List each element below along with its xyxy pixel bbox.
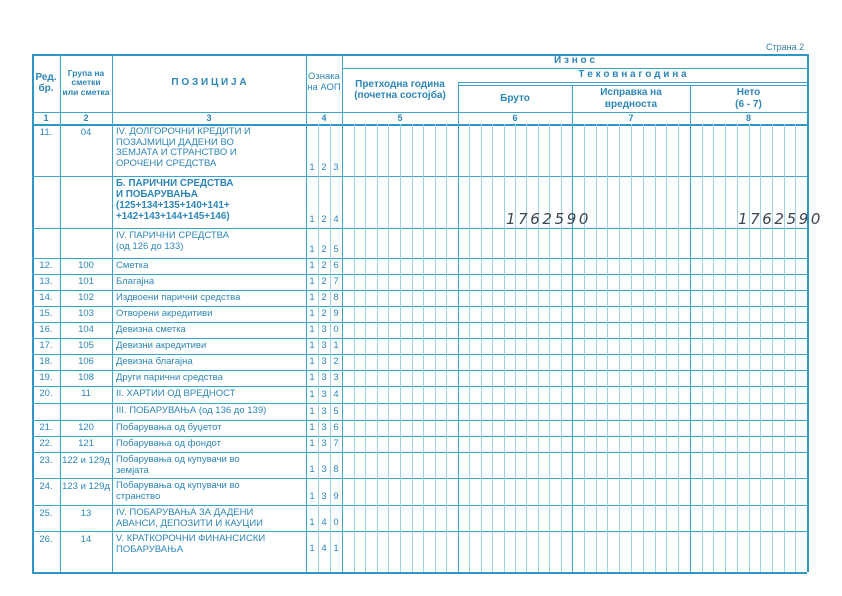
row-account-group: 105: [78, 339, 94, 351]
aop-digit: 3: [321, 389, 327, 400]
amount-grid-line: [423, 124, 424, 572]
aop-digit: 3: [321, 372, 327, 383]
header-neto: Нето (6 - 7): [735, 87, 762, 110]
row-account-group: 102: [78, 291, 94, 303]
amount-grid-line: [607, 124, 608, 572]
row-account-group: 120: [78, 421, 94, 433]
aop-digit: 1: [309, 491, 315, 502]
header-column-number: 6: [512, 112, 518, 123]
row-position-label: IV. ДОЛГОРОЧНИ КРЕДИТИ И ПОЗАЈМИЦИ ДАДЕНИ ВО ЗЕМЈАТА И СТРАНСТВО И ОРОЧЕНИ СРЕДСТВА: [116, 126, 251, 169]
aop-digit: 1: [309, 356, 315, 367]
row-account-group: 14: [80, 533, 92, 545]
amount-grid-line: [481, 124, 482, 572]
amount-grid-line: [655, 124, 656, 572]
frame-right: [807, 54, 809, 572]
column-separator: [342, 54, 343, 572]
header-column-number: 8: [745, 112, 751, 123]
amount-grid-line: [760, 124, 761, 572]
row-separator: [32, 452, 807, 453]
amount-grid-line: [772, 124, 773, 572]
row-number: 12.: [39, 259, 53, 271]
aop-digit: 2: [321, 162, 327, 173]
row-separator: [32, 354, 807, 355]
row-separator: [32, 478, 807, 479]
aop-digit: 3: [321, 324, 327, 335]
aop-digit: 1: [309, 372, 315, 383]
aop-digit: 5: [333, 406, 339, 417]
aop-digit: 1: [309, 464, 315, 475]
amount-grid-line: [749, 124, 750, 572]
row-number: 14.: [39, 291, 53, 303]
aop-digit: 2: [321, 260, 327, 271]
row-separator: [32, 338, 807, 339]
frame-bottom: [32, 572, 807, 574]
amount-grid-line: [737, 124, 738, 572]
aop-digit: 7: [333, 276, 339, 287]
amount-grid-line: [643, 124, 644, 572]
aop-digit: 4: [333, 214, 339, 225]
aop-digit: 1: [309, 292, 315, 303]
aop-digit: 9: [333, 308, 339, 319]
row-separator: [32, 176, 807, 177]
row-account-group: [60, 176, 112, 194]
amount-grid-line: [725, 124, 726, 572]
row-account-group: 108: [78, 371, 94, 383]
row-position-label: Отворени акредитиви: [116, 308, 213, 319]
header-bruto: Бруто: [500, 92, 530, 104]
amount-grid-line: [619, 124, 620, 572]
amount-grid-line: [702, 124, 703, 572]
header-column-number: 7: [628, 112, 634, 123]
header-column-number: 3: [206, 112, 212, 123]
aop-digit: 0: [333, 517, 339, 528]
row-position-label: II. ХАРТИИ ОД ВРЕДНОСТ: [116, 388, 236, 399]
aop-digit: 8: [333, 464, 339, 475]
amount-grid-line: [549, 124, 550, 572]
aop-digit: 1: [309, 260, 315, 271]
row-position-label: Побарувања од купувачи во земјата: [116, 454, 240, 476]
amount-grid-line: [666, 124, 667, 572]
amount-grid-line: [354, 124, 355, 572]
header-pozicija: П О З И Ц И Ј А: [171, 77, 247, 89]
header-column-number: 5: [397, 112, 403, 123]
aop-digit: 3: [321, 406, 327, 417]
row-number: 22.: [39, 437, 53, 449]
row-separator: [32, 290, 807, 291]
row-separator: [32, 420, 807, 421]
header-line-tekovna: [458, 82, 807, 83]
amount-grid-line: [435, 124, 436, 572]
aop-digit: 2: [321, 214, 327, 225]
header-iznos: И з н о с: [554, 55, 595, 67]
row-number: 21.: [39, 421, 53, 433]
row-separator: [32, 258, 807, 259]
header-red-br: Ред. бр.: [35, 71, 57, 94]
row-number: 17.: [39, 339, 53, 351]
amount-grid-line: [713, 124, 714, 572]
aop-digit: 1: [309, 214, 315, 225]
header-column-number: 2: [83, 112, 89, 123]
aop-digit: 4: [333, 389, 339, 400]
header-prethodna: Претходна година (почетна состојба): [354, 78, 446, 101]
aop-digit: 9: [333, 491, 339, 502]
amount-grid-line: [526, 124, 527, 572]
row-account-group: [60, 228, 112, 246]
aop-digit: 1: [309, 276, 315, 287]
row-account-group: 11: [81, 388, 91, 400]
row-number: 20.: [39, 388, 53, 400]
row-position-label: Издвоени парични средства: [116, 292, 241, 303]
row-position-label: IV. ПАРИЧНИ СРЕДСТВА (од 126 до 133): [116, 230, 230, 252]
row-account-group: 122 и 129д: [62, 454, 110, 466]
row-position-label: Побарувања од фондот: [116, 438, 221, 449]
aop-digit: 3: [321, 438, 327, 449]
row-account-group: 13: [80, 507, 92, 519]
aop-digit: 1: [309, 389, 315, 400]
aop-digit: 1: [333, 340, 339, 351]
row-position-label: Побарувања од купувачи во странство: [116, 480, 240, 502]
amount-grid-line: [504, 124, 505, 572]
aop-digit: 7: [333, 438, 339, 449]
amount-grid-line: [631, 124, 632, 572]
column-separator: [572, 85, 573, 572]
aop-digit: 3: [321, 464, 327, 475]
row-account-group: 103: [78, 307, 94, 319]
aop-digit: 1: [309, 517, 315, 528]
amount-grid-line: [795, 124, 796, 572]
row-account-group: 101: [78, 275, 94, 287]
row-separator: [32, 306, 807, 307]
page-number-label: Страна 2: [766, 42, 805, 52]
row-account-group: 123 и 129д: [62, 480, 110, 492]
row-position-label: Б. ПАРИЧНИ СРЕДСТВА И ПОБАРУВАЊА (125+134+135+140+141+ +142+143+144+145+146): [116, 178, 234, 222]
row-number: 24.: [39, 480, 53, 492]
aop-digit: 3: [321, 340, 327, 351]
amount-grid-line: [400, 124, 401, 572]
aop-digit: 6: [333, 260, 339, 271]
amount-grid-line: [492, 124, 493, 572]
amount-grid-line: [584, 124, 585, 572]
aop-digit: 2: [321, 276, 327, 287]
header-grupa: Група на сметки или сметка: [62, 67, 110, 97]
row-separator: [32, 386, 807, 387]
row-account-group: 104: [78, 323, 94, 335]
aop-digit: 3: [321, 422, 327, 433]
amount-grid-line: [469, 124, 470, 572]
aop-digit: 3: [333, 162, 339, 173]
balance-sheet-form: [32, 54, 824, 572]
row-number: [32, 176, 60, 194]
row-position-label: Девизна благајна: [116, 356, 193, 367]
row-number: [32, 228, 60, 246]
row-number: 18.: [39, 355, 53, 367]
row-position-label: IV. ПОБАРУВАЊА ЗА ДАДЕНИ АВАНСИ, ДЕПОЗИТИ И КАУЦИИ: [116, 507, 263, 529]
header-column-number: 1: [43, 112, 49, 123]
row-separator: [32, 436, 807, 437]
column-separator: [458, 82, 459, 572]
aop-digit: 4: [321, 543, 327, 554]
row-number: 23.: [39, 454, 53, 466]
row-separator: [32, 505, 807, 506]
aop-digit: 1: [309, 162, 315, 173]
amount-grid-line: [388, 124, 389, 572]
row-separator: [32, 322, 807, 323]
aop-digit: 1: [309, 324, 315, 335]
row-position-label: Девизна сметка: [116, 324, 186, 335]
row-position-label: Други парични средства: [116, 372, 223, 383]
aop-digit: 1: [309, 543, 315, 554]
row-position-label: Девизни акредитиви: [116, 340, 207, 351]
column-separator: [690, 85, 691, 572]
aop-digit: 4: [321, 517, 327, 528]
aop-digit: 1: [309, 340, 315, 351]
amount-grid-line: [365, 124, 366, 572]
row-position-label: Сметка: [116, 260, 149, 271]
aop-digit: 3: [321, 491, 327, 502]
row-position-label: III. ПОБАРУВАЊА (од 136 до 139): [116, 405, 267, 416]
row-separator: [32, 228, 807, 229]
aop-digit: 8: [333, 292, 339, 303]
amount-grid-line: [678, 124, 679, 572]
header-tekovna: Т е к о в н а г о д и н а: [578, 69, 687, 81]
row-account-group: [60, 403, 112, 420]
amount-grid-line: [784, 124, 785, 572]
amount-grid-line: [412, 124, 413, 572]
row-position-label: V. КРАТКОРОЧНИ ФИНАНСИСКИ ПОБАРУВАЊА: [116, 533, 266, 555]
amount-grid-line: [377, 124, 378, 572]
row-number: 19.: [39, 371, 53, 383]
aop-digit: 6: [333, 422, 339, 433]
aop-digit: 2: [321, 292, 327, 303]
amount-grid-line: [596, 124, 597, 572]
aop-digit: 3: [333, 372, 339, 383]
row-account-group: 100: [78, 259, 94, 271]
header-oznaka: Ознака на АОП: [307, 71, 341, 93]
aop-digit: 2: [321, 244, 327, 255]
row-separator: [32, 531, 807, 532]
row-account-group: 106: [78, 355, 94, 367]
aop-digit: 5: [333, 244, 339, 255]
row-account-group: 04: [80, 126, 92, 138]
aop-digit: 1: [309, 422, 315, 433]
aop-digit: 1: [309, 244, 315, 255]
amount-grid-line: [561, 124, 562, 572]
row-number: 13.: [39, 275, 53, 287]
column-separator: [112, 54, 113, 572]
aop-digit: 2: [321, 308, 327, 319]
row-position-label: Благајна: [116, 276, 155, 287]
header-ispravka: Исправка на вредноста: [600, 87, 662, 110]
bruto-amount-handwritten[interactable]: 1762590: [506, 210, 592, 228]
amount-grid-line: [515, 124, 516, 572]
aop-digit: 1: [333, 543, 339, 554]
aop-digit: 1: [309, 308, 315, 319]
neto-amount-handwritten[interactable]: 1762590: [738, 210, 824, 228]
header-column-number: 4: [321, 112, 327, 123]
amount-grid-line: [446, 124, 447, 572]
amount-grid-line: [538, 124, 539, 572]
row-separator: [32, 403, 807, 404]
aop-digit: 1: [309, 438, 315, 449]
row-number: 25.: [39, 507, 53, 519]
row-separator: [32, 274, 807, 275]
aop-digit: 0: [333, 324, 339, 335]
row-account-group: 121: [78, 437, 94, 449]
row-number: 15.: [39, 307, 53, 319]
row-separator: [32, 370, 807, 371]
row-number: 26.: [39, 533, 53, 545]
row-position-label: Побарувања од буџетот: [116, 422, 222, 433]
row-number: 11.: [39, 126, 53, 138]
row-number: 16.: [39, 323, 53, 335]
aop-digit: 2: [333, 356, 339, 367]
row-number: [32, 403, 60, 420]
aop-digit: 3: [321, 356, 327, 367]
aop-digit: 1: [309, 406, 315, 417]
